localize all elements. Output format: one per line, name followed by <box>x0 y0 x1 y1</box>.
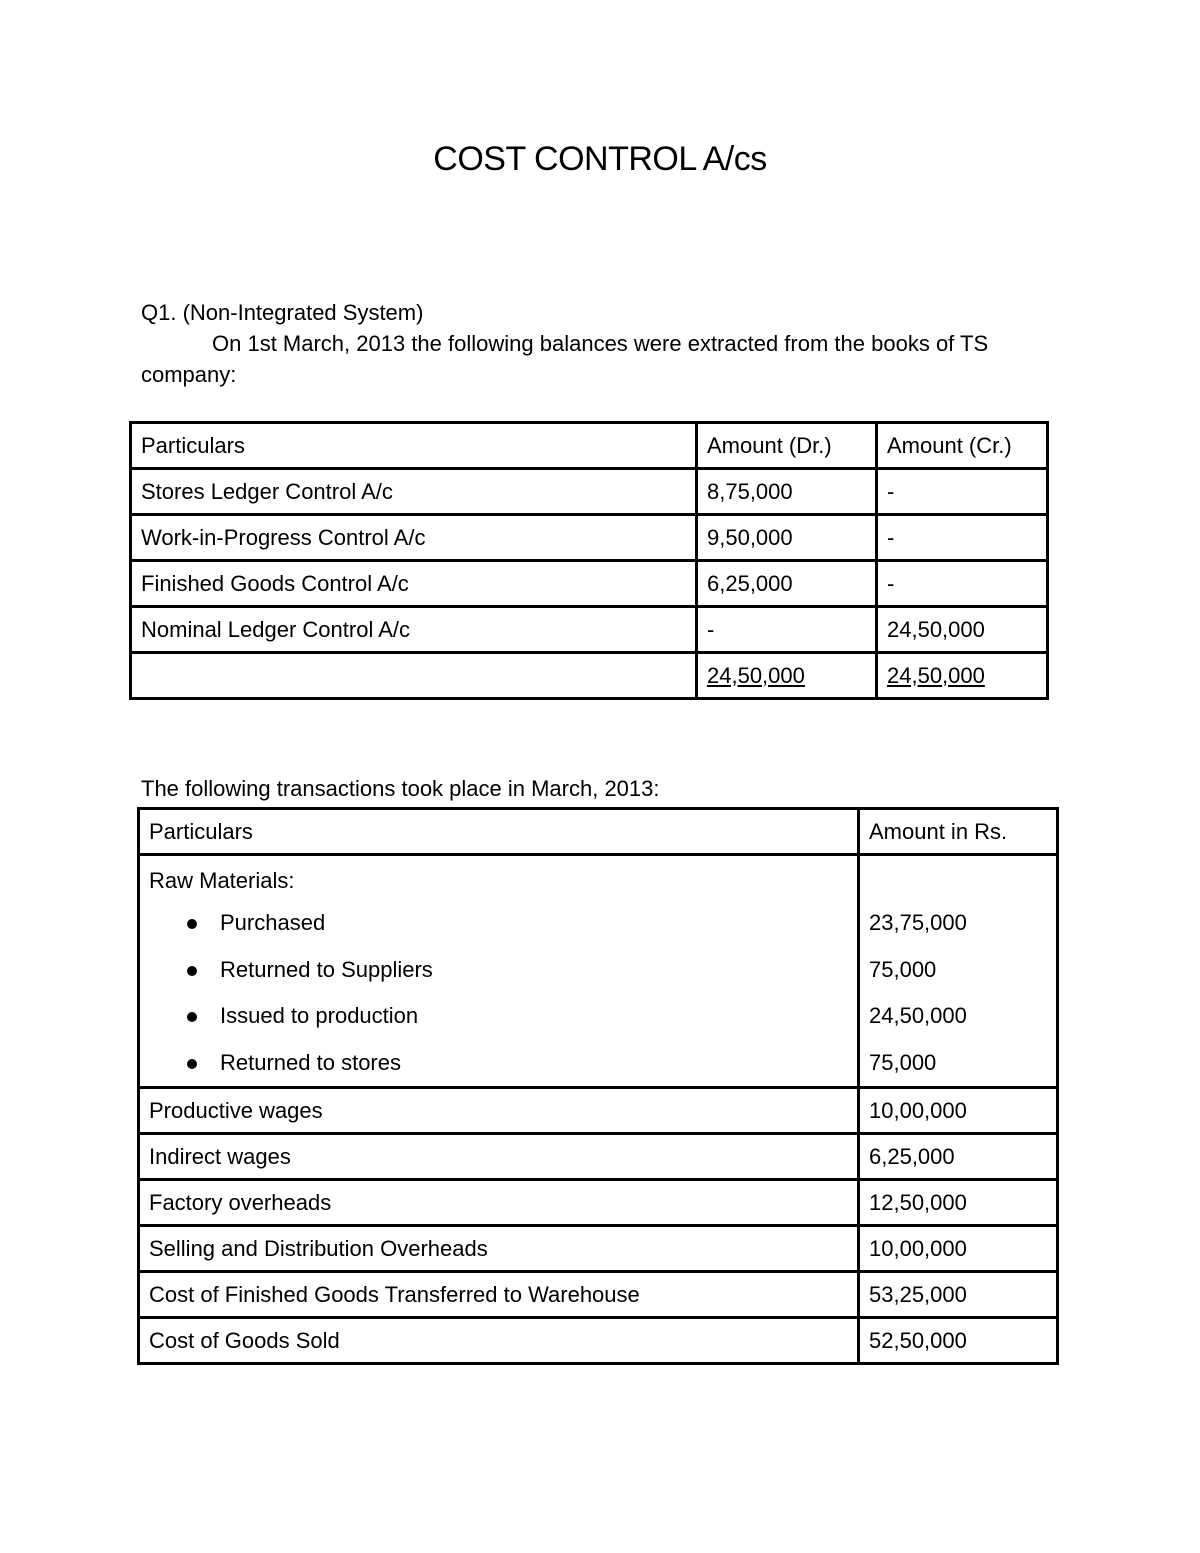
list-item-label: Issued to production <box>220 1003 419 1028</box>
bullet-icon <box>187 1012 197 1022</box>
header-cell: Particulars <box>131 423 697 469</box>
question-text: On 1st March, 2013 the following balances were extracted from the books of TS company: <box>141 331 989 387</box>
bullet-icon <box>187 966 197 976</box>
table-cell: 10,00,000 <box>859 1088 1058 1134</box>
list-item-amount: 75,000 <box>869 1049 937 1075</box>
raw-materials-amounts <box>859 855 1058 1088</box>
question-heading: Q1. (Non-Integrated System) <box>141 300 424 325</box>
table-cell: Factory overheads <box>139 1180 859 1226</box>
list-item-amount: 23,75,000 <box>869 910 967 935</box>
table-cell: 6,25,000 <box>859 1134 1058 1180</box>
table-row <box>139 1318 1058 1364</box>
totals-row <box>131 653 1048 699</box>
header-cell: Amount (Dr.) <box>697 423 877 469</box>
table-cell: - <box>697 607 877 653</box>
transactions-intro: The following transactions took place in March, 2013: <box>141 776 660 801</box>
table-row <box>139 1226 1058 1272</box>
total-debit <box>697 653 877 699</box>
raw-materials-row <box>139 855 1058 1088</box>
table-cell: 6,25,000 <box>697 561 877 607</box>
total-debit-value: 24,50,000 <box>707 662 805 688</box>
header-cell: Particulars <box>139 809 859 855</box>
table-cell: 8,75,000 <box>697 469 877 515</box>
bullet-icon <box>187 919 197 929</box>
table-row <box>131 561 1048 607</box>
table-cell: - <box>877 561 1048 607</box>
table-cell: Indirect wages <box>139 1134 859 1180</box>
list-item-amount: 75,000 <box>869 956 937 982</box>
list-item <box>149 1040 857 1087</box>
table-cell: Productive wages <box>139 1088 859 1134</box>
table-cell: Cost of Goods Sold <box>139 1318 859 1364</box>
list-item-label: Returned to Suppliers <box>220 956 433 982</box>
balances-table <box>129 421 1049 700</box>
table-row <box>131 607 1048 653</box>
list-item <box>149 900 857 947</box>
table-cell <box>131 653 697 699</box>
table-header-row <box>131 423 1048 469</box>
question-block <box>141 297 1051 390</box>
total-credit-value: 24,50,000 <box>887 662 985 688</box>
header-cell: Amount (Cr.) <box>877 423 1048 469</box>
table-cell: Cost of Finished Goods Transferred to Warehouse <box>139 1272 859 1318</box>
table-row <box>131 469 1048 515</box>
list-item <box>149 947 857 994</box>
table-cell: Stores Ledger Control A/c <box>131 469 697 515</box>
table-cell: 52,50,000 <box>859 1318 1058 1364</box>
table-cell: 53,25,000 <box>859 1272 1058 1318</box>
table-cell: 9,50,000 <box>697 515 877 561</box>
table-row <box>139 1088 1058 1134</box>
bullet-icon <box>187 1059 197 1069</box>
spacer <box>869 868 1056 900</box>
total-credit <box>877 653 1048 699</box>
list-item-label: Purchased <box>220 910 326 935</box>
document-title: COST CONTROL A/cs <box>433 140 767 178</box>
list-item-label: Returned to stores <box>220 1049 401 1075</box>
table-row <box>139 1272 1058 1318</box>
table-row <box>139 1180 1058 1226</box>
table-cell: Selling and Distribution Overheads <box>139 1226 859 1272</box>
list-item <box>149 993 857 1040</box>
table-row <box>131 515 1048 561</box>
table-cell: 24,50,000 <box>877 607 1048 653</box>
table-cell: 12,50,000 <box>859 1180 1058 1226</box>
table-cell: Nominal Ledger Control A/c <box>131 607 697 653</box>
table-cell: - <box>877 515 1048 561</box>
raw-materials-label: Raw Materials: <box>149 868 295 893</box>
table-row <box>139 1134 1058 1180</box>
raw-materials-cell <box>139 855 859 1088</box>
table-header-row <box>139 809 1058 855</box>
list-item-amount: 24,50,000 <box>869 1003 967 1028</box>
transactions-table <box>137 807 1059 1365</box>
table-cell: 10,00,000 <box>859 1226 1058 1272</box>
table-cell: - <box>877 469 1048 515</box>
table-cell: Finished Goods Control A/c <box>131 561 697 607</box>
table-cell: Work-in-Progress Control A/c <box>131 515 697 561</box>
header-cell: Amount in Rs. <box>859 809 1058 855</box>
